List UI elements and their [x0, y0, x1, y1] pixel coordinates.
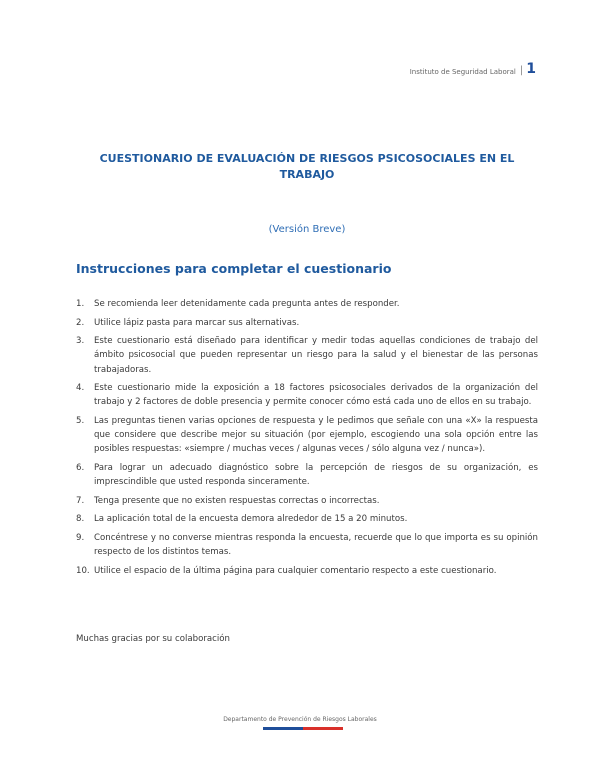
list-item [76, 461, 538, 489]
header-separator: | [519, 65, 524, 76]
instructions-list [76, 297, 538, 582]
item-text: Las preguntas tienen varias opciones de respuesta y le pedimos que señale con una «X» la respuesta que considere que describe mejor su situación (por ejemplo, escogiendo una sola opción entre las posibles respuestas: «siempre / muchas veces / algunas veces / sólo alguna vez / nunca»). [94, 415, 538, 455]
list-item [76, 531, 538, 559]
item-number: 3. [76, 336, 85, 347]
list-item [76, 334, 538, 377]
footer-color-bar [263, 727, 343, 730]
item-text: Para lograr un adecuado diagnóstico sobre la percepción de riesgos de su organización, es imprescindible que usted responda sinceramente. [94, 462, 538, 488]
item-text: Este cuestionario está diseñado para identificar y medir todas aquellas condiciones de trabajo del ámbito psicosocial que pueden representar un riesgo para la salud y el bienestar de las personas trabajadoras. [94, 336, 538, 375]
item-text: Tenga presente que no existen respuestas correctas o incorrectas. [94, 495, 380, 506]
instructions-heading: Instrucciones para completar el cuestionario [76, 261, 392, 276]
item-number: 9. [76, 532, 85, 543]
item-text: Concéntrese y no converse mientras responda la encuesta, recuerde que lo que importa es su opinión respecto de los distintos temas. [94, 532, 538, 558]
list-item [76, 381, 538, 409]
page-header [410, 62, 536, 76]
list-item [76, 494, 538, 508]
item-number: 1. [76, 299, 85, 309]
footer-bar-red [303, 727, 343, 730]
item-number: 8. [76, 514, 85, 525]
item-number: 4. [76, 383, 85, 394]
footer-department: Departamento de Prevención de Riesgos Laborales [223, 716, 377, 723]
item-number: 6. [76, 462, 85, 473]
item-number: 10. [76, 565, 90, 576]
item-text: La aplicación total de la encuesta demora alrededor de 15 a 20 minutos. [94, 514, 408, 525]
item-number: 7. [76, 495, 85, 506]
list-item [76, 316, 538, 330]
item-text: Utilice el espacio de la última página para cualquier comentario respecto a este cuestionario. [94, 565, 497, 576]
header-organization: Instituto de Seguridad Laboral [409, 68, 516, 76]
list-item [76, 414, 538, 457]
list-item [76, 512, 538, 526]
closing-thanks: Muchas gracias por su colaboración [76, 634, 230, 644]
item-text: Se recomienda leer detenidamente cada pregunta antes de responder. [94, 299, 400, 309]
item-number: 5. [76, 415, 85, 426]
item-text: Este cuestionario mide la exposición a 18 factores psicosociales derivados de la organización del trabajo y 2 factores de doble presencia y permite conocer cómo está cada uno de ellos en su trabajo. [94, 383, 538, 408]
document-title: CUESTIONARIO DE EVALUACIÓN DE RIESGOS PSICOSOCIALES EN EL TRABAJO [99, 152, 515, 181]
footer-bar-blue [263, 727, 303, 730]
version-subtitle: (Versión Breve) [268, 224, 346, 235]
item-number: 2. [76, 317, 85, 328]
page-number: 1 [526, 61, 536, 77]
list-item [76, 564, 538, 578]
item-text: Utilice lápiz pasta para marcar sus alternativas. [94, 317, 300, 328]
list-item [76, 297, 538, 311]
